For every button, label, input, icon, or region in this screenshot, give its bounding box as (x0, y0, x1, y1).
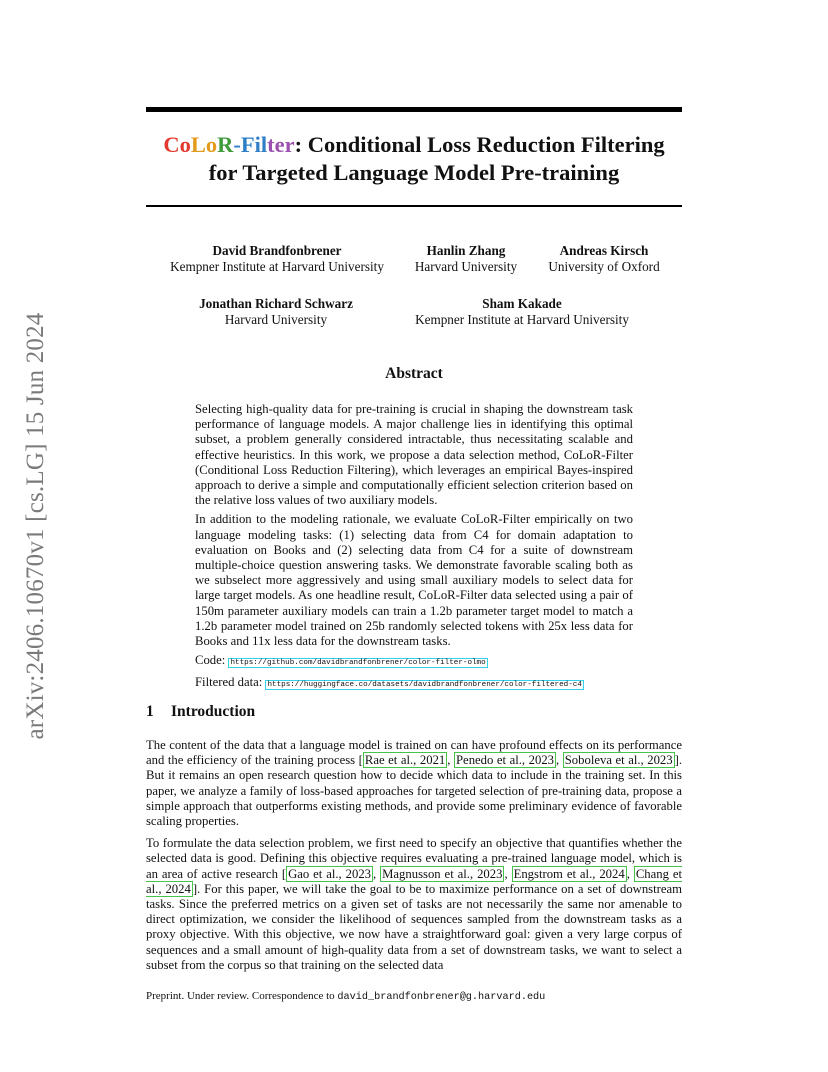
title-line1-rest: : Conditional Loss Reduction Filtering (294, 132, 665, 157)
abstract-paragraph: Selecting high-quality data for pre-training is crucial in shaping the downstream task performance of language models. A major challenge lies in identifying this optimal subset, a problem generally considered intractable, thus necessitating scalable and effective heuristics. In this work, we propose a data selection method, CoLoR-Filter (Conditional Loss Reduction Filtering), which leverages an empirical Bayes-inspired approach to derive a simple and computationally efficient selection criterion based on the relative loss values of two auxiliary models. (195, 402, 633, 508)
author-name: Andreas Kirsch (559, 243, 649, 258)
intro-text: The content of the data that a language model is trained on can have profound effects on its performance and the efficiency of the training process [ (146, 738, 682, 768)
author-block (538, 243, 670, 275)
arxiv-identifier (14, 290, 58, 762)
intro-text: ]. But it remains an open research question how to decide which data to include in the training set. In this paper, we analyze a family of loss-based approaches for targeted selection of pre-training data, propose a simple approach that outperforms existing methods, and provide some preliminary evidence of favorable scaling properties. (146, 753, 683, 829)
author-block (166, 243, 388, 275)
correspondence-email[interactable]: david_brandfonbrener@g.harvard.edu (337, 992, 546, 1003)
data-label: Filtered data: (195, 675, 263, 690)
footnote-text: Preprint. Under review. Correspondence to (146, 990, 338, 1002)
section-heading (146, 703, 255, 721)
citation-link[interactable]: Gao et al., 2023 (288, 866, 372, 881)
intro-text: ]. For this paper, we will take the goal to be to maximize performance on a set of downstream tasks. Since the preferred metrics on a given set of tasks are not necessarily the same nor amenable to direct optimization, we consider the likelihood of sequences sampled from the downstream tasks as a proxy objective. With this objective, we now have a straightforward goal: given a very large corpus of sequences and a small amount of high-quality data from a set of downstream tasks, we want to select a subset from the corpus so that training on the selected data (146, 881, 682, 972)
code-label: Code: (195, 653, 226, 668)
data-link[interactable]: https://huggingface.co/datasets/davidbrandfonbrener/color-filtered-c4 (267, 681, 582, 690)
author-name: Sham Kakade (482, 296, 562, 311)
code-link-line (195, 653, 633, 671)
intro-paragraph: To formulate the data selection problem, we first need to specify an objective that quantifies whether the selected data is good. Defining this objective requires evaluating a pre-trained language model, which is an area of active research [ Gao et al., 2023 , Magnusson et al., 2023 , Engstrom et al., 2024 , Chang et al., 2024 ]. For this paper, we will take the goal to be to maximize performance on a set of downstream tasks. Since the preferred metrics on a given set of tasks are not necessarily the same nor amenable to direct optimization, we consider the likelihood of sequences sampled from the downstream tasks as a proxy objective. With this objective, we now have a straightforward goal: given a very large corpus of sequences and a small amount of high-quality data from a set of downstream tasks, we want to select a subset from the corpus so that training on the selected data (146, 836, 683, 972)
arxiv-identifier-text: arXiv:2406.10670v1 [cs.LG] 15 Jun 2024 (22, 312, 49, 740)
data-link-line (195, 675, 633, 693)
title-name-part: -Fil (233, 132, 268, 157)
author-name: David Brandfonbrener (212, 243, 342, 258)
abstract-paragraph: In addition to the modeling rationale, we evaluate CoLoR-Filter empirically on two language modeling tasks: (1) selecting data from C4 for domain adaptation to evaluation on Books and (2) selecting data from C4 for a suite of downstream multiple-choice question answering tasks. We demonstrate favorable scaling both as we subselect more aggressively and using small auxiliary models to select data for large target models. As one headline result, CoLoR-Filter data selected using a pair of 150m parameter auxiliary models can train a 1.2b parameter target model to match a 1.2b parameter model trained on 25b randomly selected tokens with 25x less data for Books and 11x less data for the downstream tasks. (195, 512, 633, 649)
author-block (186, 296, 366, 328)
citation-link[interactable]: Penedo et al., 2023 (456, 753, 555, 768)
citation-link[interactable]: Engstrom et al., 2024 (513, 866, 625, 881)
author-block (408, 296, 636, 328)
author-affiliation: University of Oxford (548, 259, 660, 274)
title-method-name (163, 132, 294, 157)
title-top-rule (146, 107, 682, 112)
author-name: Hanlin Zhang (426, 243, 506, 258)
author-block (406, 243, 526, 275)
section-title: Introduction (171, 703, 256, 720)
title-name-part: R (217, 132, 234, 157)
title-name-part: Co (163, 132, 191, 157)
title-name-part: ter (267, 132, 295, 157)
author-affiliation: Kempner Institute at Harvard University (415, 312, 629, 327)
author-affiliation: Kempner Institute at Harvard University (170, 259, 384, 274)
author-name: Jonathan Richard Schwarz (199, 296, 353, 311)
citation-link[interactable]: Soboleva et al., 2023 (564, 753, 673, 768)
title-bottom-rule (146, 205, 682, 207)
citation-link[interactable]: Rae et al., 2021 (364, 753, 446, 768)
code-link[interactable]: https://github.com/davidbrandfonbrener/color-filter-olmo (230, 659, 486, 668)
abstract-heading: Abstract (385, 365, 443, 382)
paper-title (146, 131, 682, 187)
intro-text: To formulate the data selection problem, we first need to specify an objective that quantifies whether the selected data is good. Defining this objective requires evaluating a pre-trained language model, which is an area of active research [ (146, 836, 682, 881)
title-line2: for Targeted Language Model Pre-training (208, 160, 620, 185)
title-name-part: Lo (190, 132, 218, 157)
section-number: 1 (146, 703, 154, 720)
footnote (146, 990, 545, 1003)
intro-paragraph: The content of the data that a language model is trained on can have profound effects on its performance and the efficiency of the training process [ Rae et al., 2021 , Penedo et al., 2023 , Soboleva et al., 2023 ]. But it remains an open research question how to decide which data to include in the training set. In this paper, we analyze a family of loss-based approaches for targeted selection of pre-training data, propose a simple approach that outperforms existing methods, and provide some preliminary evidence of favorable scaling properties. (146, 738, 683, 829)
author-affiliation: Harvard University (224, 312, 328, 327)
citation-link[interactable]: Chang et al., 2024 (146, 866, 683, 896)
introduction-body (146, 738, 682, 980)
abstract-body (195, 402, 633, 698)
author-affiliation: Harvard University (414, 259, 518, 274)
citation-link[interactable]: Magnusson et al., 2023 (382, 866, 503, 881)
